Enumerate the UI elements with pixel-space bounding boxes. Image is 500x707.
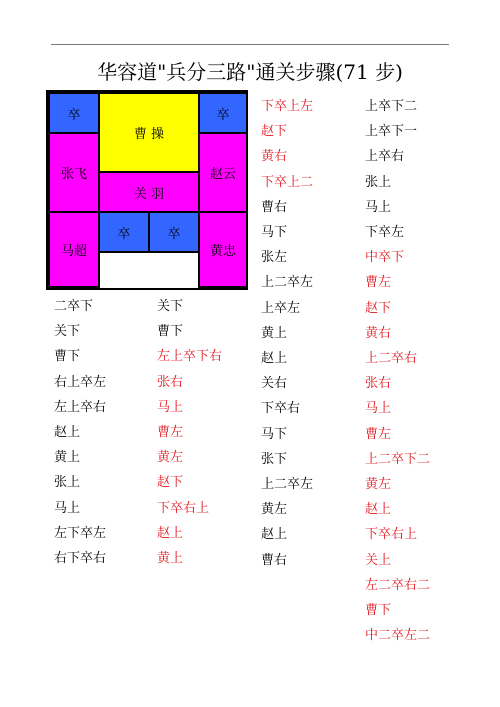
move-step: 张右 — [157, 374, 184, 390]
move-step: 赵上 — [261, 351, 288, 366]
move-step: 张上 — [54, 475, 81, 491]
move-step: 赵上 — [54, 425, 81, 440]
piece-ma-chao: 马超 — [48, 211, 100, 288]
page-title: 华容道"兵分三路"通关步骤(71 步) — [97, 60, 403, 84]
move-step: 马上 — [365, 401, 392, 417]
move-step: 下卒上左 — [261, 99, 314, 114]
move-step: 张右 — [365, 376, 392, 392]
move-step: 上卒右 — [365, 149, 405, 165]
move-step: 二卒下 — [54, 299, 94, 314]
piece-soldier: 卒 — [198, 92, 248, 134]
move-step: 关右 — [261, 376, 288, 392]
move-step: 黄上 — [54, 450, 81, 466]
move-step: 关下 — [54, 324, 81, 340]
move-step: 黄上 — [157, 551, 184, 566]
move-step: 左上卒右 — [54, 399, 107, 415]
move-step: 张下 — [261, 451, 288, 467]
move-step: 上卒下一 — [365, 124, 418, 140]
move-step: 赵上 — [365, 502, 392, 518]
move-step: 马下 — [261, 225, 288, 240]
move-step: 左上卒下右 — [157, 349, 223, 365]
move-step: 马上 — [157, 399, 184, 415]
move-step: 黄左 — [261, 502, 288, 518]
piece-soldier: 卒 — [98, 211, 150, 253]
move-step: 右上卒左 — [54, 374, 107, 390]
piece-soldier: 卒 — [48, 92, 100, 134]
move-step: 曹右 — [261, 552, 288, 568]
piece-zhao-yun: 赵云 — [198, 132, 248, 213]
piece-guan-yu: 关 羽 — [98, 171, 200, 213]
move-step: 中二卒左二 — [365, 628, 431, 644]
move-step: 上二卒左 — [261, 275, 314, 291]
move-step: 左二卒右二 — [365, 577, 431, 593]
move-step: 中卒下 — [365, 250, 405, 266]
move-step: 赵上 — [157, 525, 184, 541]
move-step: 右下卒右 — [54, 551, 107, 566]
move-step: 上二卒下二 — [365, 451, 431, 467]
move-step: 关上 — [365, 552, 392, 568]
move-step: 上卒左 — [261, 300, 301, 316]
move-step: 黄右 — [261, 149, 288, 165]
move-step: 张左 — [261, 250, 288, 266]
move-step: 下卒右 — [261, 401, 301, 417]
move-step: 赵下 — [157, 475, 184, 491]
piece-cao-cao: 曹 操 — [98, 92, 200, 173]
move-step: 下卒上二 — [261, 174, 314, 190]
move-step: 上二卒左 — [261, 477, 314, 492]
move-step: 赵下 — [261, 124, 288, 140]
move-step: 马上 — [365, 199, 392, 215]
move-step: 上二卒右 — [365, 351, 418, 366]
move-step: 黄左 — [365, 477, 392, 492]
move-step: 赵上 — [261, 527, 288, 543]
piece-soldier: 卒 — [148, 211, 200, 253]
piece-huang-zhong: 黄忠 — [198, 211, 248, 288]
move-step: 曹右 — [261, 199, 288, 215]
move-step: 黄左 — [157, 450, 184, 466]
move-step: 下卒左 — [365, 225, 405, 240]
move-step: 曹下 — [157, 324, 184, 340]
move-step: 马上 — [54, 500, 81, 516]
move-step: 曹左 — [365, 426, 392, 442]
top-rule — [51, 44, 449, 45]
move-step: 左下卒左 — [54, 525, 107, 541]
move-step: 曹左 — [365, 275, 392, 291]
move-step: 上卒下二 — [365, 99, 418, 114]
move-step: 张上 — [365, 174, 392, 190]
move-step: 曹左 — [157, 425, 184, 440]
move-step: 曹下 — [365, 603, 392, 618]
move-step: 赵下 — [365, 300, 392, 316]
move-step: 黄右 — [365, 325, 392, 341]
piece-zhang-fei: 张飞 — [48, 132, 100, 213]
move-step: 黄上 — [261, 325, 288, 341]
move-step: 下卒右上 — [157, 500, 210, 516]
puzzle-board — [46, 90, 248, 290]
move-step: 关下 — [157, 299, 184, 314]
move-step: 下卒右上 — [365, 527, 418, 543]
move-step: 马下 — [261, 426, 288, 442]
move-step: 曹下 — [54, 349, 81, 365]
